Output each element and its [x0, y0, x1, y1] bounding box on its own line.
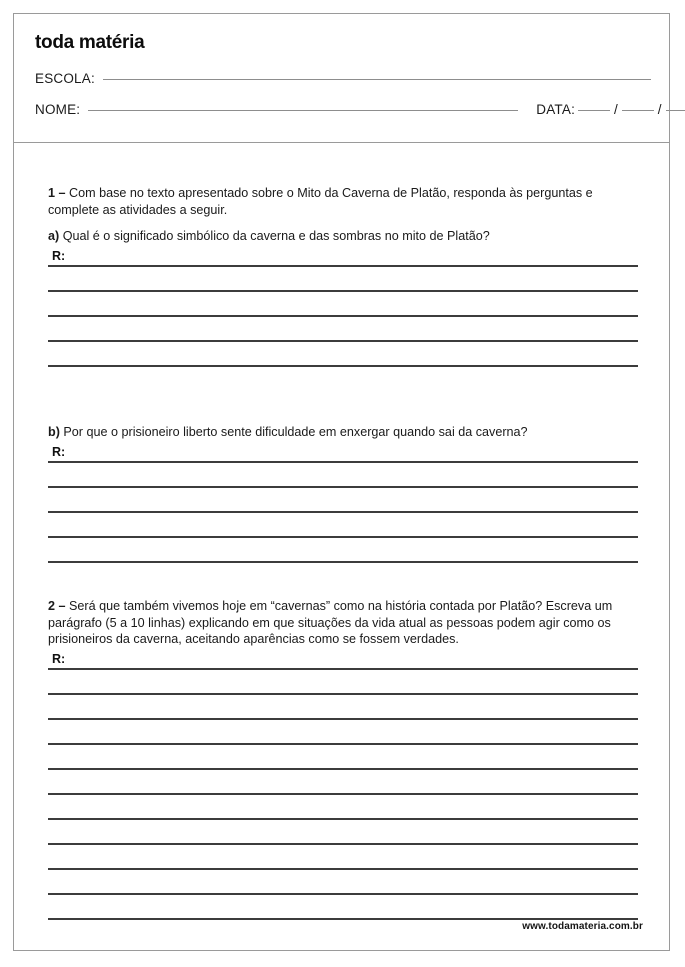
answer-line[interactable]	[48, 536, 638, 538]
question-1b-marker: b)	[48, 425, 60, 439]
date-separator-2: /	[657, 102, 662, 117]
answer-label-2: R:	[52, 651, 66, 666]
answer-lines-1a[interactable]	[48, 249, 638, 367]
answer-line[interactable]	[48, 718, 638, 720]
answer-line[interactable]	[48, 818, 638, 820]
answer-line[interactable]	[48, 918, 638, 920]
answer-line[interactable]	[48, 461, 638, 463]
answer-area-2	[48, 652, 638, 920]
answer-line[interactable]	[48, 365, 638, 367]
worksheet-header	[14, 14, 669, 143]
answer-line[interactable]	[48, 868, 638, 870]
question-1-prompt-text: Com base no texto apresentado sobre o Mito da Caverna de Platão, responda às perguntas e complete as atividades a seguir.	[48, 186, 593, 217]
question-1a-prompt-text: Qual é o significado simbólico da caverna e das sombras no mito de Platão?	[62, 229, 490, 243]
school-label: ESCOLA:	[35, 71, 95, 86]
answer-line[interactable]	[48, 486, 638, 488]
question-1-number: 1 –	[48, 186, 66, 200]
answer-lines-1b[interactable]	[48, 445, 638, 563]
question-1a-marker: a)	[48, 229, 60, 243]
answer-line[interactable]	[48, 290, 638, 292]
brand-logo: toda matéria	[35, 32, 145, 53]
answer-line[interactable]	[48, 693, 638, 695]
answer-line[interactable]	[48, 668, 638, 670]
answer-label-1b: R:	[52, 444, 66, 459]
answer-line[interactable]	[48, 768, 638, 770]
question-1a-text	[48, 228, 638, 245]
date-year-input[interactable]	[666, 110, 685, 111]
question-2-number: 2 –	[48, 599, 66, 613]
answer-line[interactable]	[48, 265, 638, 267]
question-1a-block	[48, 228, 638, 367]
answer-area-1a	[48, 249, 638, 367]
answer-line[interactable]	[48, 561, 638, 563]
school-field-row	[35, 71, 651, 86]
worksheet-page	[13, 13, 670, 951]
name-input-line[interactable]	[88, 110, 518, 111]
answer-label-1a: R:	[52, 248, 66, 263]
answer-lines-2[interactable]	[48, 652, 638, 920]
answer-line[interactable]	[48, 511, 638, 513]
name-date-field-row	[35, 102, 662, 117]
question-2-text	[48, 598, 638, 648]
question-1b-text	[48, 424, 638, 441]
answer-line[interactable]	[48, 743, 638, 745]
question-1-prompt	[48, 185, 638, 218]
date-label: DATA:	[536, 102, 576, 117]
question-2-prompt-text: Será que também vivemos hoje em “cavernas” como na história contada por Platão? Escreva um parágrafo (5 a 10 linhas) explicando em que situações da vida atual as pessoas podem agir como os prisioneiros da caverna, aceitando aparências como se fossem verdades.	[48, 599, 613, 646]
answer-line[interactable]	[48, 843, 638, 845]
question-1-block	[48, 185, 638, 218]
answer-line[interactable]	[48, 315, 638, 317]
answer-line[interactable]	[48, 793, 638, 795]
answer-area-1b	[48, 445, 638, 563]
question-1b-block	[48, 424, 638, 563]
answer-line[interactable]	[48, 340, 638, 342]
date-separator-1: /	[614, 102, 618, 117]
school-input-line[interactable]	[103, 79, 651, 80]
name-label: NOME:	[35, 102, 81, 117]
date-day-input[interactable]	[578, 110, 610, 111]
question-1b-prompt-text: Por que o prisioneiro liberto sente dificuldade em enxergar quando sai da caverna?	[63, 425, 528, 439]
footer-url: www.todamateria.com.br	[522, 921, 643, 932]
date-field-group	[536, 102, 685, 117]
question-2-block	[48, 598, 638, 920]
answer-line[interactable]	[48, 893, 638, 895]
date-month-input[interactable]	[622, 110, 654, 111]
